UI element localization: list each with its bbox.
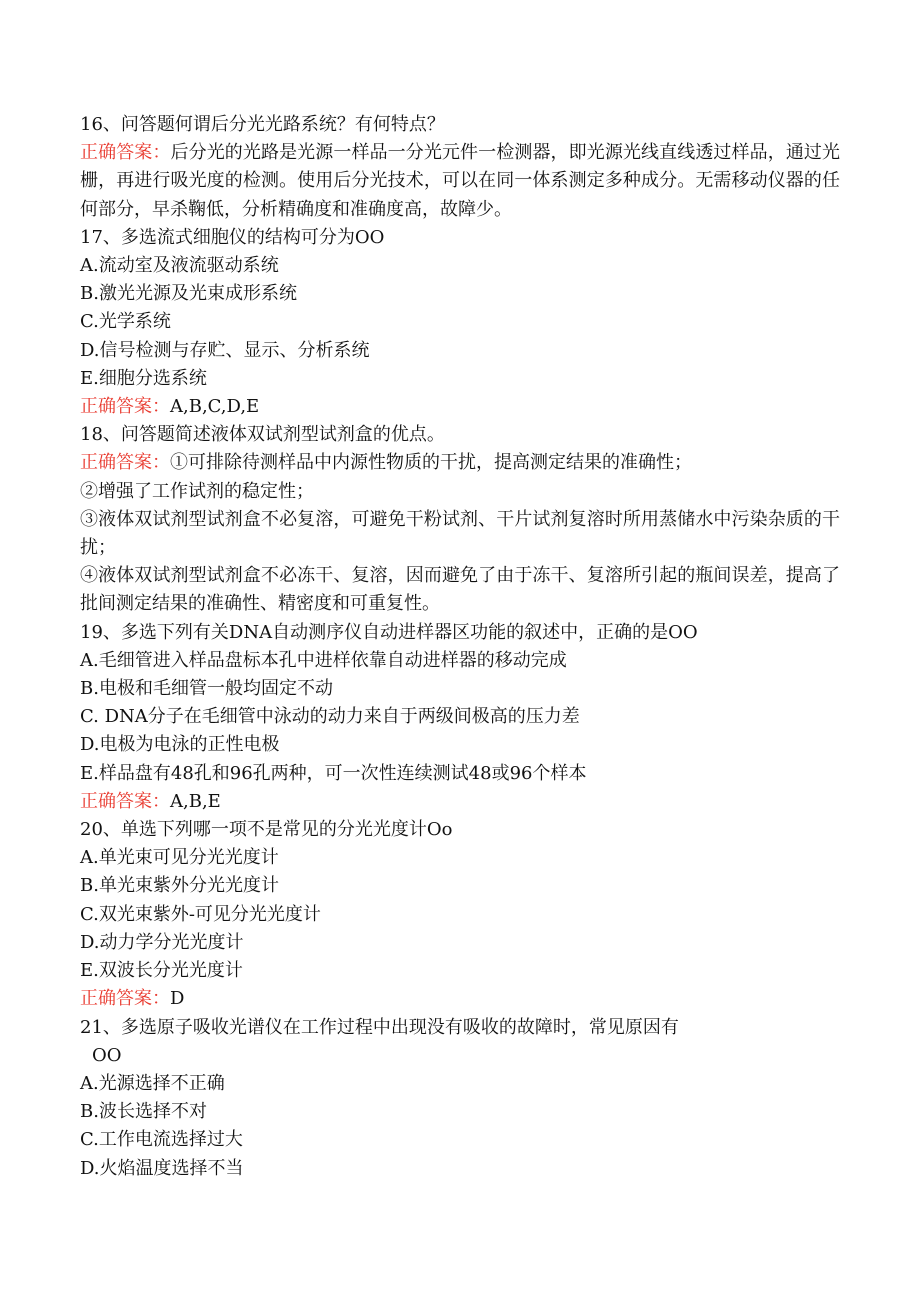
option-17-e: E.细胞分选系统 <box>80 367 207 389</box>
answer-19-text: A,B,E <box>170 790 221 812</box>
option-19-d: D.电极为电泳的正性电极 <box>80 734 280 756</box>
question-16: 16、问答题何谓后分光光路系统？有何特点？ <box>80 114 445 135</box>
answer-17 <box>80 393 840 421</box>
question-18: 18、问答题简述液体双试剂型试剂盒的优点。 <box>80 424 445 446</box>
answer-18-text: ①可排除待测样品中内源性物质的干扰，提高测定结果的准确性； <box>170 452 692 474</box>
question-20: 20、单选下列哪一项不是常见的分光光度计Oo <box>80 819 453 841</box>
option-17-b: B.激光光源及光束成形系统 <box>80 283 297 305</box>
answer-20 <box>80 985 840 1013</box>
option-17-c: C.光学系统 <box>80 311 171 333</box>
option-19-a: A.毛细管进入样品盘标本孔中进样依靠自动进样器的移动完成 <box>80 649 567 671</box>
option-19-e: E.样品盘有48孔和96孔两种，可一次性连续测试48或96个样本 <box>80 762 587 784</box>
answer-label: 正确答案： <box>80 452 170 474</box>
document-page <box>80 111 840 1183</box>
answer-18-point-2: ②增强了工作试剂的稳定性； <box>80 480 314 502</box>
option-19-c: C. DNA分子在毛细管中泳动的动力来自于两级间极高的压力差 <box>80 706 580 728</box>
question-17: 17、多选流式细胞仪的结构可分为OO <box>80 226 385 248</box>
answer-18 <box>80 449 840 477</box>
option-17-a: A.流动室及液流驱动系统 <box>80 255 279 277</box>
answer-19 <box>80 788 840 816</box>
option-21-d: D.火焰温度选择不当 <box>80 1157 244 1179</box>
answer-label: 正确答案： <box>80 790 170 812</box>
question-19: 19、多选下列有关DNA自动测序仪自动进样器区功能的叙述中，正确的是OO <box>80 621 698 643</box>
option-17-d: D.信号检测与存贮、显示、分析系统 <box>80 339 370 361</box>
answer-16-text: 后分光的光路是光源一样品一分光元件一检测器，即光源光线直线透过样品，通过光栅，再进行吸光度的检测。使用后分光技术，可以在同一体系测定多种成分。无需移动仪器的任何部分，早杀鞠低，分析精确度和准确度高，故障少。 <box>80 142 841 220</box>
question-21: 21、多选原子吸收光谱仪在工作过程中出现没有吸收的故障时，常见原因有 <box>80 1016 679 1038</box>
option-20-a: A.单光束可见分光光度计 <box>80 847 279 869</box>
option-21-c: C.工作电流选择过大 <box>80 1129 243 1151</box>
answer-18-point-3: ③液体双试剂型试剂盒不必复溶，可避免干粉试剂、干片试剂复溶时所用蒸储水中污染杂质的干扰； <box>80 508 840 559</box>
option-20-b: B.单光束紫外分光光度计 <box>80 875 279 897</box>
answer-label: 正确答案： <box>80 396 170 418</box>
option-20-d: D.动力学分光光度计 <box>80 931 244 953</box>
answer-20-text: D <box>170 988 185 1010</box>
answer-18-point-4: ④液体双试剂型试剂盒不必冻干、复溶，因而避免了由于冻干、复溶所引起的瓶间误差，提高了批间测定结果的准确性、精密度和可重复性。 <box>80 565 840 615</box>
question-21-continuation: OO <box>92 1044 122 1066</box>
option-19-b: B.电极和毛细管一般均固定不动 <box>80 678 333 700</box>
option-21-a: A.光源选择不正确 <box>80 1072 225 1094</box>
answer-label: 正确答案： <box>80 142 171 164</box>
answer-16 <box>80 139 840 224</box>
option-21-b: B.波长选择不对 <box>80 1101 207 1123</box>
option-20-c: C.双光束紫外-可见分光光度计 <box>80 903 321 925</box>
answer-label: 正确答案： <box>80 988 170 1010</box>
option-20-e: E.双波长分光光度计 <box>80 960 243 982</box>
answer-17-text: A,B,C,D,E <box>170 396 260 418</box>
